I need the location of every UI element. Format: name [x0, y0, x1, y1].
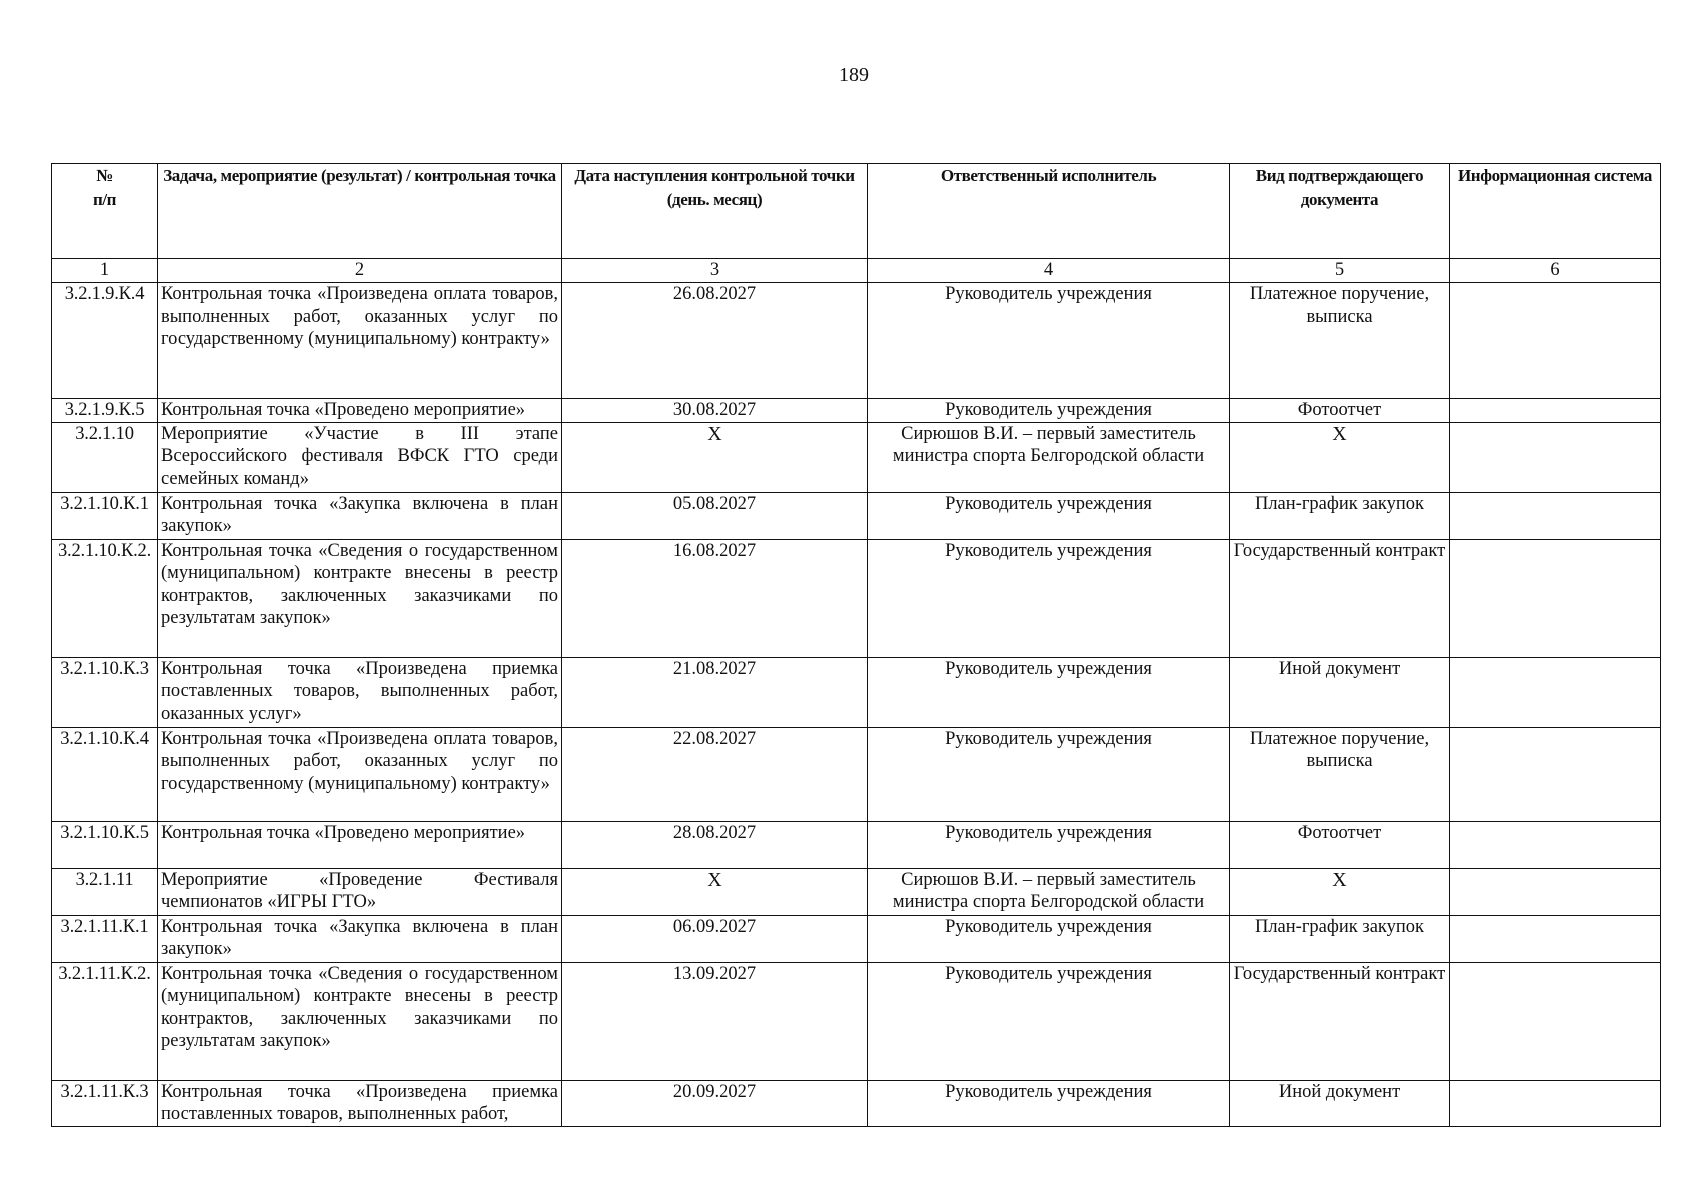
- row-number: 3.2.1.11.К.3: [52, 1080, 158, 1126]
- row-system: [1450, 283, 1661, 399]
- row-document: План-график закупок: [1230, 915, 1450, 962]
- table-row: [52, 283, 1661, 399]
- row-date: 05.08.2027: [562, 492, 868, 539]
- row-task: Контрольная точка «Проведено мероприятие»: [158, 821, 562, 868]
- row-number: 3.2.1.11: [52, 868, 158, 915]
- row-system: [1450, 1080, 1661, 1126]
- column-number: 3: [562, 259, 868, 283]
- row-task: Мероприятие «Проведение Фестиваля чемпионатов «ИГРЫ ГТО»: [158, 868, 562, 915]
- row-document: Х: [1230, 868, 1450, 915]
- table-row: [52, 962, 1661, 1080]
- row-task: Контрольная точка «Закупка включена в план закупок»: [158, 915, 562, 962]
- column-number: 1: [52, 259, 158, 283]
- row-document: Государственный контракт: [1230, 962, 1450, 1080]
- row-date: 30.08.2027: [562, 399, 868, 423]
- row-document: Платежное поручение, выписка: [1230, 283, 1450, 399]
- row-date: Х: [562, 868, 868, 915]
- row-number: 3.2.1.10: [52, 422, 158, 492]
- row-task: Контрольная точка «Произведена оплата товаров, выполненных работ, оказанных услуг по государственному (муниципальному) контракту»: [158, 283, 562, 399]
- row-system: [1450, 539, 1661, 657]
- header-date: Дата наступления контрольной точки (день. месяц): [562, 164, 868, 259]
- row-date: Х: [562, 422, 868, 492]
- row-document: Платежное поручение, выписка: [1230, 727, 1450, 821]
- header-number: № п/п: [52, 164, 158, 259]
- row-date: 21.08.2027: [562, 657, 868, 727]
- column-number: 2: [158, 259, 562, 283]
- table-row: [52, 399, 1661, 423]
- table-row: [52, 539, 1661, 657]
- row-number: 3.2.1.10.К.2.: [52, 539, 158, 657]
- row-system: [1450, 962, 1661, 1080]
- row-date: 20.09.2027: [562, 1080, 868, 1126]
- row-system: [1450, 492, 1661, 539]
- row-executor: Руководитель учреждения: [868, 539, 1230, 657]
- column-number-row: [52, 259, 1661, 283]
- row-executor: Сирюшов В.И. – первый заместитель министра спорта Белгородской области: [868, 422, 1230, 492]
- column-number: 5: [1230, 259, 1450, 283]
- row-document: Х: [1230, 422, 1450, 492]
- table-row: [52, 657, 1661, 727]
- row-task: Контрольная точка «Произведена приемка поставленных товаров, выполненных работ,: [158, 1080, 562, 1126]
- row-document: Государственный контракт: [1230, 539, 1450, 657]
- row-task: Контрольная точка «Сведения о государственном (муниципальном) контракте внесены в реестр контрактов, заключенных заказчиками по результатам закупок»: [158, 539, 562, 657]
- header-document: Вид подтверждающего документа: [1230, 164, 1450, 259]
- table-row: [52, 821, 1661, 868]
- row-date: 26.08.2027: [562, 283, 868, 399]
- row-system: [1450, 422, 1661, 492]
- table-row: [52, 422, 1661, 492]
- row-document: План-график закупок: [1230, 492, 1450, 539]
- control-points-table: [51, 163, 1661, 1127]
- table-row: [52, 915, 1661, 962]
- row-system: [1450, 821, 1661, 868]
- header-row: [52, 164, 1661, 259]
- row-document: Фотоотчет: [1230, 399, 1450, 423]
- row-document: Иной документ: [1230, 1080, 1450, 1126]
- row-executor: Руководитель учреждения: [868, 821, 1230, 868]
- row-executor: Руководитель учреждения: [868, 492, 1230, 539]
- table-row: [52, 492, 1661, 539]
- row-task: Контрольная точка «Закупка включена в план закупок»: [158, 492, 562, 539]
- column-number: 4: [868, 259, 1230, 283]
- row-executor: Руководитель учреждения: [868, 283, 1230, 399]
- row-date: 06.09.2027: [562, 915, 868, 962]
- row-number: 3.2.1.9.К.5: [52, 399, 158, 423]
- row-document: Фотоотчет: [1230, 821, 1450, 868]
- row-number: 3.2.1.10.К.5: [52, 821, 158, 868]
- row-number: 3.2.1.10.К.1: [52, 492, 158, 539]
- row-task: Контрольная точка «Произведена приемка поставленных товаров, выполненных работ, оказанных услуг»: [158, 657, 562, 727]
- row-executor: Руководитель учреждения: [868, 962, 1230, 1080]
- row-executor: Руководитель учреждения: [868, 399, 1230, 423]
- row-task: Мероприятие «Участие в III этапе Всероссийского фестиваля ВФСК ГТО среди семейных команд»: [158, 422, 562, 492]
- row-date: 13.09.2027: [562, 962, 868, 1080]
- row-system: [1450, 727, 1661, 821]
- row-executor: Сирюшов В.И. – первый заместитель министра спорта Белгородской области: [868, 868, 1230, 915]
- row-system: [1450, 915, 1661, 962]
- header-executor: Ответственный исполнитель: [868, 164, 1230, 259]
- row-executor: Руководитель учреждения: [868, 657, 1230, 727]
- row-date: 28.08.2027: [562, 821, 868, 868]
- column-number: 6: [1450, 259, 1661, 283]
- table-row: [52, 727, 1661, 821]
- row-executor: Руководитель учреждения: [868, 1080, 1230, 1126]
- table-row: [52, 1080, 1661, 1126]
- row-number: 3.2.1.10.К.4: [52, 727, 158, 821]
- row-number: 3.2.1.11.К.1: [52, 915, 158, 962]
- row-executor: Руководитель учреждения: [868, 915, 1230, 962]
- header-system: Информационная система: [1450, 164, 1661, 259]
- row-system: [1450, 399, 1661, 423]
- row-task: Контрольная точка «Проведено мероприятие»: [158, 399, 562, 423]
- row-number: 3.2.1.11.К.2.: [52, 962, 158, 1080]
- row-number: 3.2.1.10.К.3: [52, 657, 158, 727]
- row-system: [1450, 657, 1661, 727]
- row-task: Контрольная точка «Произведена оплата товаров, выполненных работ, оказанных услуг по государственному (муниципальному) контракту»: [158, 727, 562, 821]
- row-task: Контрольная точка «Сведения о государственном (муниципальном) контракте внесены в реестр контрактов, заключенных заказчиками по результатам закупок»: [158, 962, 562, 1080]
- row-executor: Руководитель учреждения: [868, 727, 1230, 821]
- row-system: [1450, 868, 1661, 915]
- table-row: [52, 868, 1661, 915]
- page-number: 189: [839, 64, 869, 86]
- row-number: 3.2.1.9.К.4: [52, 283, 158, 399]
- row-document: Иной документ: [1230, 657, 1450, 727]
- row-date: 22.08.2027: [562, 727, 868, 821]
- header-task: Задача, мероприятие (результат) / контрольная точка: [158, 164, 562, 259]
- row-date: 16.08.2027: [562, 539, 868, 657]
